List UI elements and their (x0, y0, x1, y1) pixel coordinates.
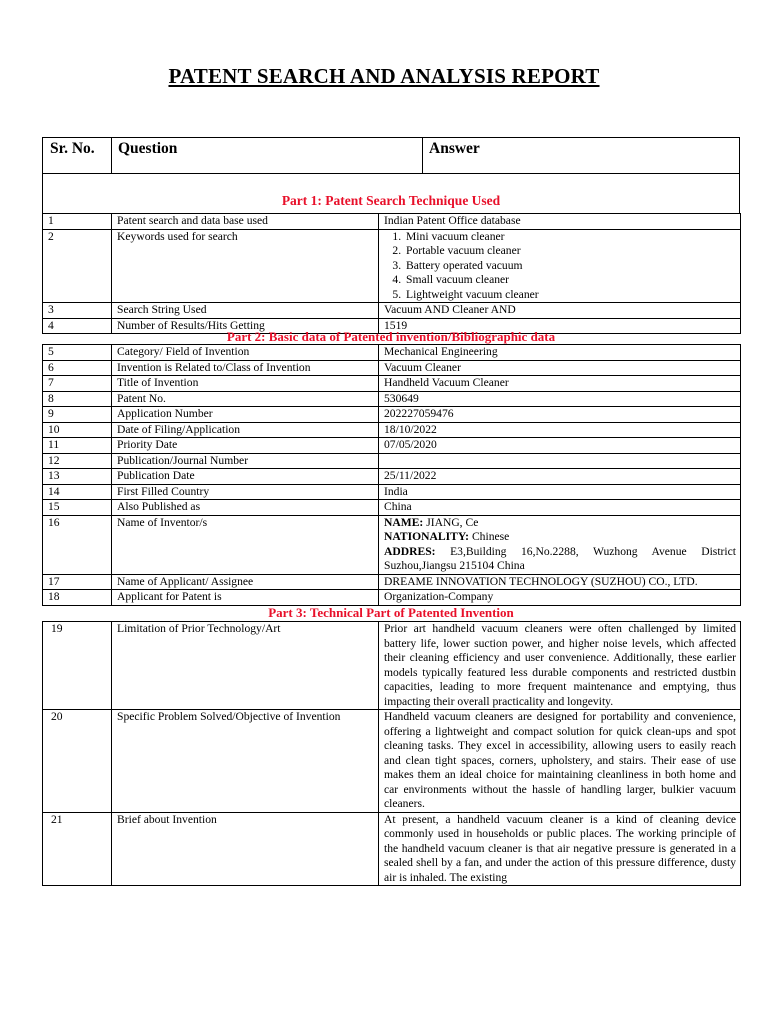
header-sr-no: Sr. No. (43, 138, 112, 173)
row-question: Name of Applicant/ Assignee (112, 574, 379, 590)
table-row (43, 376, 741, 392)
table-row (43, 469, 741, 485)
table-row (43, 484, 741, 500)
table-row (43, 345, 741, 361)
inventor-name-value: JIANG, Ce (423, 515, 479, 529)
row-answer: Vacuum AND Cleaner AND (379, 303, 741, 319)
row-answer: At present, a handheld vacuum cleaner is a kind of cleaning device commonly used in households or public places. The working principle of the handheld vacuum cleaner is that air negative pressure is generated in a sealed shell by a fan, and under the action of this pressure difference, dusty air is inhaled. The existing (379, 812, 741, 886)
row-question: Specific Problem Solved/Objective of Invention (112, 710, 379, 813)
table-row (43, 422, 741, 438)
row-number: 7 (43, 376, 112, 392)
row-number: 20 (43, 710, 112, 813)
row-number: 18 (43, 590, 112, 606)
row-answer: 530649 (379, 391, 741, 407)
table-row (43, 303, 741, 319)
row-number: 16 (43, 515, 112, 574)
row-question: Name of Inventor/s (112, 515, 379, 574)
row-number: 15 (43, 500, 112, 516)
table-row (43, 574, 741, 590)
table-row (43, 214, 741, 230)
row-question: Brief about Invention (112, 812, 379, 886)
row-number: 10 (43, 422, 112, 438)
table-row (43, 453, 741, 469)
row-answer: 07/05/2020 (379, 438, 741, 454)
row-question: Search String Used (112, 303, 379, 319)
row-answer: 18/10/2022 (379, 422, 741, 438)
row-number: 11 (43, 438, 112, 454)
table-row (43, 360, 741, 376)
row-question: Applicant for Patent is (112, 590, 379, 606)
part2-table (42, 344, 741, 606)
table-row (43, 590, 741, 606)
row-question: Also Published as (112, 500, 379, 516)
inventor-name-label: NAME: (384, 515, 424, 529)
row-number: 19 (43, 622, 112, 710)
row-number: 2 (43, 229, 112, 303)
row-question: Patent search and data base used (112, 214, 379, 230)
row-question: Publication/Journal Number (112, 453, 379, 469)
section-title-part2: Part 2: Basic data of Patented invention/Bibliographic data (226, 329, 556, 344)
row-answer: 1519 (379, 318, 741, 334)
keyword-item: 5. Lightweight vacuum cleaner (404, 288, 736, 303)
table-row (43, 407, 741, 423)
section-title-part1: Part 1: Patent Search Technique Used (42, 174, 740, 214)
row-answer: Vacuum Cleaner (379, 360, 741, 376)
row-question: Application Number (112, 407, 379, 423)
row-question: Invention is Related to/Class of Invention (112, 360, 379, 376)
row-question: Priority Date (112, 438, 379, 454)
table-row (43, 622, 741, 710)
row-number: 9 (43, 407, 112, 423)
inventor-nationality-value: Chinese (469, 530, 510, 543)
row-answer (379, 229, 741, 303)
row-question: Title of Invention (112, 376, 379, 392)
row-question: Number of Results/Hits Getting (112, 318, 379, 334)
row-answer: Handheld Vacuum Cleaner (379, 376, 741, 392)
row-number: 12 (43, 453, 112, 469)
row-number: 3 (43, 303, 112, 319)
row-question: First Filled Country (112, 484, 379, 500)
row-question: Publication Date (112, 469, 379, 485)
row-answer (379, 515, 741, 574)
header-question: Question (112, 138, 423, 173)
keyword-item: 2. Portable vacuum cleaner (404, 244, 736, 259)
table-row (43, 710, 741, 813)
inventor-address-value: E3,Building 16,No.2288, Wuzhong Avenue District Suzhou,Jiangsu 215104 China (384, 544, 736, 572)
inventor-nationality (384, 530, 736, 545)
row-answer: Handheld vacuum cleaners are designed for portability and convenience, offering a lightweight and compact solution for quick clean-ups and spot cleaning tasks. They excel in accessibility, allowing users to easily reach and clean tight spaces, corners, upholstery, and stairs. Their ease of use makes them an ideal choice for maintaining cleanliness in both home and car environments without the hassle of handling larger, bulkier vacuum cleaners. (379, 710, 741, 813)
keyword-list (384, 230, 736, 303)
section-title-part3: Part 3: Technical Part of Patented Invention (268, 605, 514, 620)
table-row (43, 500, 741, 516)
row-number: 21 (43, 812, 112, 886)
row-answer: Indian Patent Office database (379, 214, 741, 230)
page-title: PATENT SEARCH AND ANALYSIS REPORT (168, 64, 600, 88)
row-answer (379, 453, 741, 469)
part1-table (42, 213, 741, 334)
table-row (43, 515, 741, 574)
row-answer: India (379, 484, 741, 500)
row-answer: DREAME INNOVATION TECHNOLOGY (SUZHOU) CO., LTD. (379, 574, 741, 590)
inventor-address (384, 545, 736, 574)
row-answer: Prior art handheld vacuum cleaners were often challenged by limited battery life, lower suction power, and higher noise levels, which affected their cleaning efficiency and user convenience. Additionally, these earlier models typically featured less durable components and restricted dustbin capacities, leading to more frequent maintenance and emptying, thus impacting their overall practicality and longevity. (379, 622, 741, 710)
row-number: 8 (43, 391, 112, 407)
table-row (43, 391, 741, 407)
table-row (43, 812, 741, 886)
row-answer: Organization-Company (379, 590, 741, 606)
row-number: 1 (43, 214, 112, 230)
row-number: 4 (43, 318, 112, 334)
table-row (43, 229, 741, 303)
header-answer: Answer (429, 140, 480, 157)
keyword-item: 4. Small vacuum cleaner (404, 273, 736, 288)
keyword-item: 1. Mini vacuum cleaner (404, 230, 736, 245)
row-answer: 25/11/2022 (379, 469, 741, 485)
row-answer: 202227059476 (379, 407, 741, 423)
row-number: 17 (43, 574, 112, 590)
row-question: Keywords used for search (112, 229, 379, 303)
row-answer: Mechanical Engineering (379, 345, 741, 361)
row-answer: China (379, 500, 741, 516)
row-question: Category/ Field of Invention (112, 345, 379, 361)
table-header (42, 137, 740, 174)
inventor-nationality-label: NATIONALITY: (384, 530, 470, 543)
inventor-address-label: ADDRES: (384, 544, 436, 558)
row-number: 14 (43, 484, 112, 500)
keyword-item: 3. Battery operated vacuum (404, 259, 736, 274)
row-number: 13 (43, 469, 112, 485)
inventor-name (384, 516, 736, 531)
table-row (43, 438, 741, 454)
row-number: 6 (43, 360, 112, 376)
row-question: Patent No. (112, 391, 379, 407)
row-question: Limitation of Prior Technology/Art (112, 622, 379, 710)
row-number: 5 (43, 345, 112, 361)
part3-table (42, 621, 741, 886)
row-question: Date of Filing/Application (112, 422, 379, 438)
